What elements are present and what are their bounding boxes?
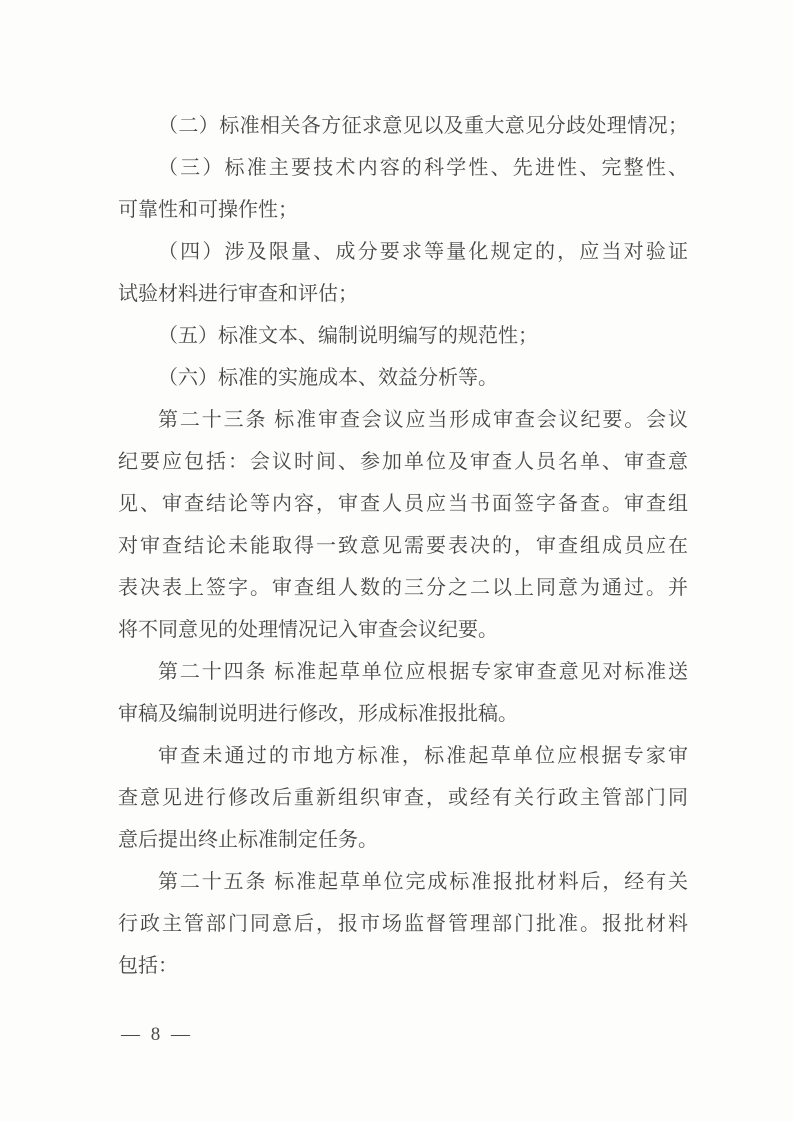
text-line: 行政主管部门同意后，报市场监督管理部门批准。报批材料 bbox=[118, 913, 688, 935]
text-line: 见、审查结论等内容，审查人员应当书面签字备查。审查组 bbox=[118, 493, 688, 515]
text-line: 将不同意见的处理情况记入审查会议纪要。 bbox=[118, 619, 498, 641]
text-line: （三）标准主要技术内容的科学性、先进性、完整性、 bbox=[158, 157, 688, 179]
clause-item-2 bbox=[118, 105, 688, 147]
text-line: 第二十四条 标准起草单位应根据专家审查意见对标准送 bbox=[158, 661, 688, 683]
text-line: 审稿及编制说明进行修改，形成标准报批稿。 bbox=[118, 703, 518, 725]
text-line: 审查未通过的市地方标准，标准起草单位应根据专家审 bbox=[158, 745, 688, 767]
text-line: （五）标准文本、编制说明编写的规范性； bbox=[158, 325, 538, 347]
article-24-continuation bbox=[118, 735, 688, 861]
article-24 bbox=[118, 651, 688, 735]
clause-item-5 bbox=[118, 315, 688, 357]
text-line: 第二十三条 标准审查会议应当形成审查会议纪要。会议 bbox=[158, 409, 688, 431]
text-line: （四）涉及限量、成分要求等量化规定的，应当对验证 bbox=[158, 241, 688, 263]
clause-item-6 bbox=[118, 357, 688, 399]
article-23 bbox=[118, 399, 688, 651]
document-body bbox=[118, 105, 688, 987]
page-number: — 8 — bbox=[121, 1024, 193, 1045]
text-line: （二）标准相关各方征求意见以及重大意见分歧处理情况； bbox=[158, 115, 688, 137]
text-line: 第二十五条 标准起草单位完成标准报批材料后，经有关 bbox=[158, 871, 688, 893]
text-line: 可靠性和可操作性； bbox=[118, 199, 298, 221]
article-25 bbox=[118, 861, 688, 987]
text-line: 对审查结论未能取得一致意见需要表决的，审查组成员应在 bbox=[118, 535, 688, 557]
text-line: 纪要应包括：会议时间、参加单位及审查人员名单、审查意 bbox=[118, 451, 688, 473]
text-line: 表决表上签字。审查组人数的三分之二以上同意为通过。并 bbox=[118, 577, 688, 599]
clause-item-3 bbox=[118, 147, 688, 231]
text-line: 意后提出终止标准制定任务。 bbox=[118, 829, 378, 851]
text-line: （六）标准的实施成本、效益分析等。 bbox=[158, 367, 498, 389]
text-line: 试验材料进行审查和评估； bbox=[118, 283, 358, 305]
text-line: 查意见进行修改后重新组织审查，或经有关行政主管部门同 bbox=[118, 787, 688, 809]
text-line: 包括： bbox=[118, 955, 178, 977]
clause-item-4 bbox=[118, 231, 688, 315]
